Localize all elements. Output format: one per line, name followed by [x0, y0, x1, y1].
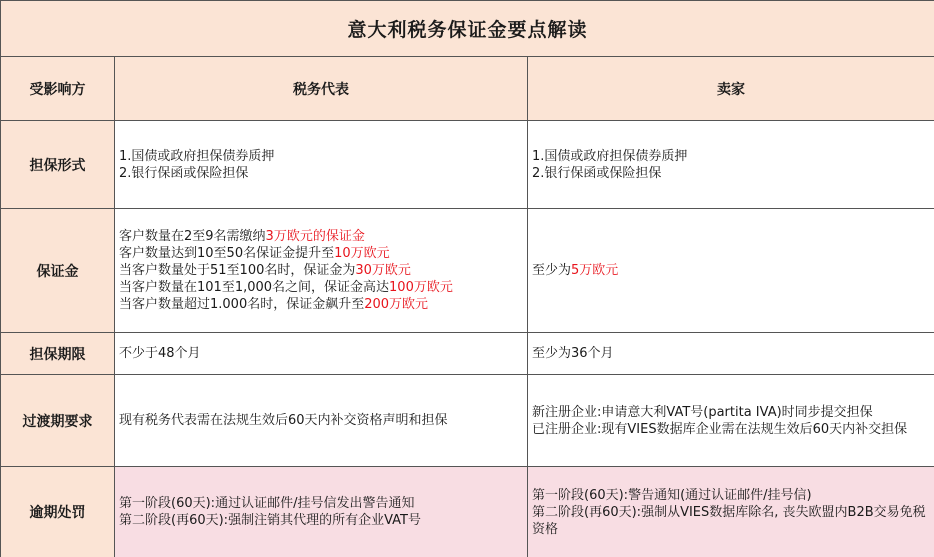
- rep-penalty: 第一阶段(60天):通过认证邮件/挂号信发出警告通知 第二阶段(再60天):强制注销其代理的所有企业VAT号: [115, 467, 528, 557]
- deposit-tier-line: 当客户数量超过1.000名时，保证金飙升至200万欧元: [119, 297, 429, 312]
- seller-guarantee-form: [528, 121, 934, 209]
- rep-guarantee-form: [115, 121, 528, 209]
- row-transition: [1, 375, 934, 467]
- deposit-amount: 100万欧元: [389, 280, 453, 295]
- seller-penalty: 第一阶段(60天):警告通知(通过认证邮件/挂号信) 第二阶段(再60天):强制从VIES数据库除名, 丧失欧盟内B2B交易免税资格: [528, 467, 934, 557]
- label-penalty: 逾期处罚: [1, 467, 115, 557]
- rep-guarantee-form-line: 1.国债或政府担保债券质押: [119, 148, 275, 164]
- header-tax-representative: 税务代表: [115, 57, 528, 121]
- rep-guarantee-form-line: 2.银行保函或保险担保: [119, 165, 249, 181]
- deposit-amount: 5万欧元: [571, 263, 619, 278]
- deposit-tier-line: 当客户数量处于51至100名时，保证金为30万欧元: [119, 263, 411, 278]
- deposit-amount: 30万欧元: [355, 263, 411, 278]
- seller-guarantee-form-line: 2.银行保函或保险担保: [532, 165, 662, 181]
- deposit-amount: 3万欧元的保证金: [265, 229, 365, 244]
- seller-period: 至少为36个月: [528, 333, 934, 375]
- label-deposit: 保证金: [1, 209, 115, 333]
- label-guarantee-form: 担保形式: [1, 121, 115, 209]
- header-seller: 卖家: [528, 57, 934, 121]
- rep-deposit: [115, 209, 528, 333]
- deposit-tier-line: 客户数量达到10至50名保证金提升至10万欧元: [119, 246, 390, 261]
- row-deposit: [1, 209, 934, 333]
- deposit-amount: 200万欧元: [364, 297, 429, 312]
- seller-guarantee-form-line: 1.国债或政府担保债券质押: [532, 148, 688, 164]
- deposit-tier-line: 当客户数量在101至1,000名之间，保证金高达100万欧元: [119, 280, 453, 295]
- rep-period: 不少于48个月: [115, 333, 528, 375]
- deposit-tier-line: 客户数量在2至9名需缴纳3万欧元的保证金: [119, 229, 365, 244]
- seller-deposit: 至少为5万欧元: [528, 209, 934, 333]
- row-guarantee-form: [1, 121, 934, 209]
- seller-transition: 新注册企业:申请意大利VAT号(partita IVA)时同步提交担保 已注册企业:现有VIES数据库企业需在法规生效后60天内补交担保: [528, 375, 934, 467]
- row-period: [1, 333, 934, 375]
- table-title: 意大利税务保证金要点解读: [1, 1, 934, 57]
- rep-transition: 现有税务代表需在法规生效后60天内补交资格声明和担保: [115, 375, 528, 467]
- row-penalty: [1, 467, 934, 557]
- header-affected-party: 受影响方: [1, 57, 115, 121]
- label-period: 担保期限: [1, 333, 115, 375]
- deposit-amount: 10万欧元: [334, 246, 390, 261]
- label-transition: 过渡期要求: [1, 375, 115, 467]
